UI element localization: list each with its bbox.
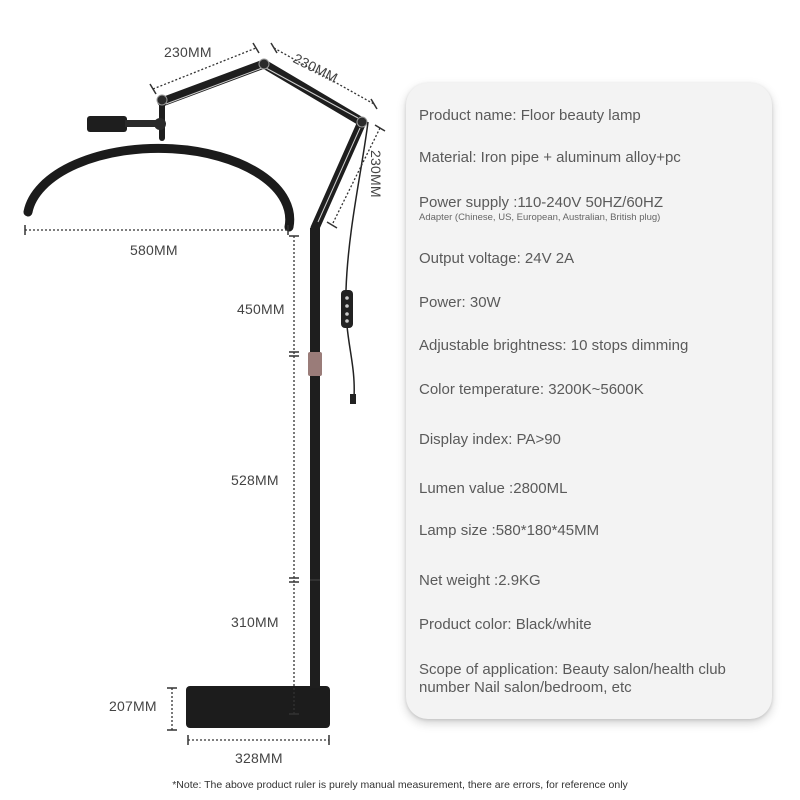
spec-power: Power: 30W: [419, 294, 501, 311]
spec-power-supply: [419, 194, 663, 223]
spec-product-color: Product color: Black/white: [419, 616, 592, 633]
spec-output-voltage: Output voltage: 24V 2A: [419, 250, 575, 267]
spec-product-name: Product name: Floor beauty lamp: [419, 107, 641, 124]
power-cable: [346, 122, 368, 398]
dim-pole-top: 450MM: [237, 301, 285, 317]
dim-pole-middle: 528MM: [231, 472, 279, 488]
spec-power-supply-label: Power supply :110-240V 50HZ/60HZ: [419, 194, 664, 211]
dim-arm-upper-left: 230MM: [164, 44, 212, 60]
spec-lamp-size: Lamp size :580*180*45MM: [419, 522, 600, 539]
spec-scope: Scope of application: Beauty salon/health club number Nail salon/bedroom, etc: [419, 661, 726, 696]
lamp-base: [186, 686, 330, 728]
dim-arm-lower-right: 230MM: [368, 150, 384, 198]
spec-card: [406, 83, 772, 719]
lamp-arm: [162, 64, 362, 228]
measurement-note: *Note: The above product ruler is purely manual measurement, there are errors, for reference only: [172, 779, 628, 791]
dim-base-width: 328MM: [235, 750, 283, 766]
dim-pole-bottom: 310MM: [231, 614, 279, 630]
dim-lamp-width: 580MM: [130, 242, 178, 258]
half-moon-lamp: [28, 148, 290, 227]
dim-arm-upper-right: 230MM: [290, 50, 341, 86]
spec-brightness: Adjustable brightness: 10 stops dimming: [419, 337, 689, 354]
spec-net-weight: Net weight :2.9KG: [419, 572, 541, 589]
spec-display-index: Display index: PA>90: [419, 431, 561, 448]
pole-collar: [308, 352, 322, 376]
spec-color-temperature: Color temperature: 3200K~5600K: [419, 381, 644, 398]
lamp-pole: [310, 228, 320, 688]
spec-power-supply-adapter: Adapter (Chinese, US, European, Australian, British plug): [419, 212, 661, 223]
dim-base-height: 207MM: [109, 698, 157, 714]
spec-material: Material: Iron pipe + aluminum alloy+pc: [419, 149, 681, 166]
phone-holder: [87, 116, 127, 132]
spec-lumen: Lumen value :2800ML: [419, 480, 568, 497]
